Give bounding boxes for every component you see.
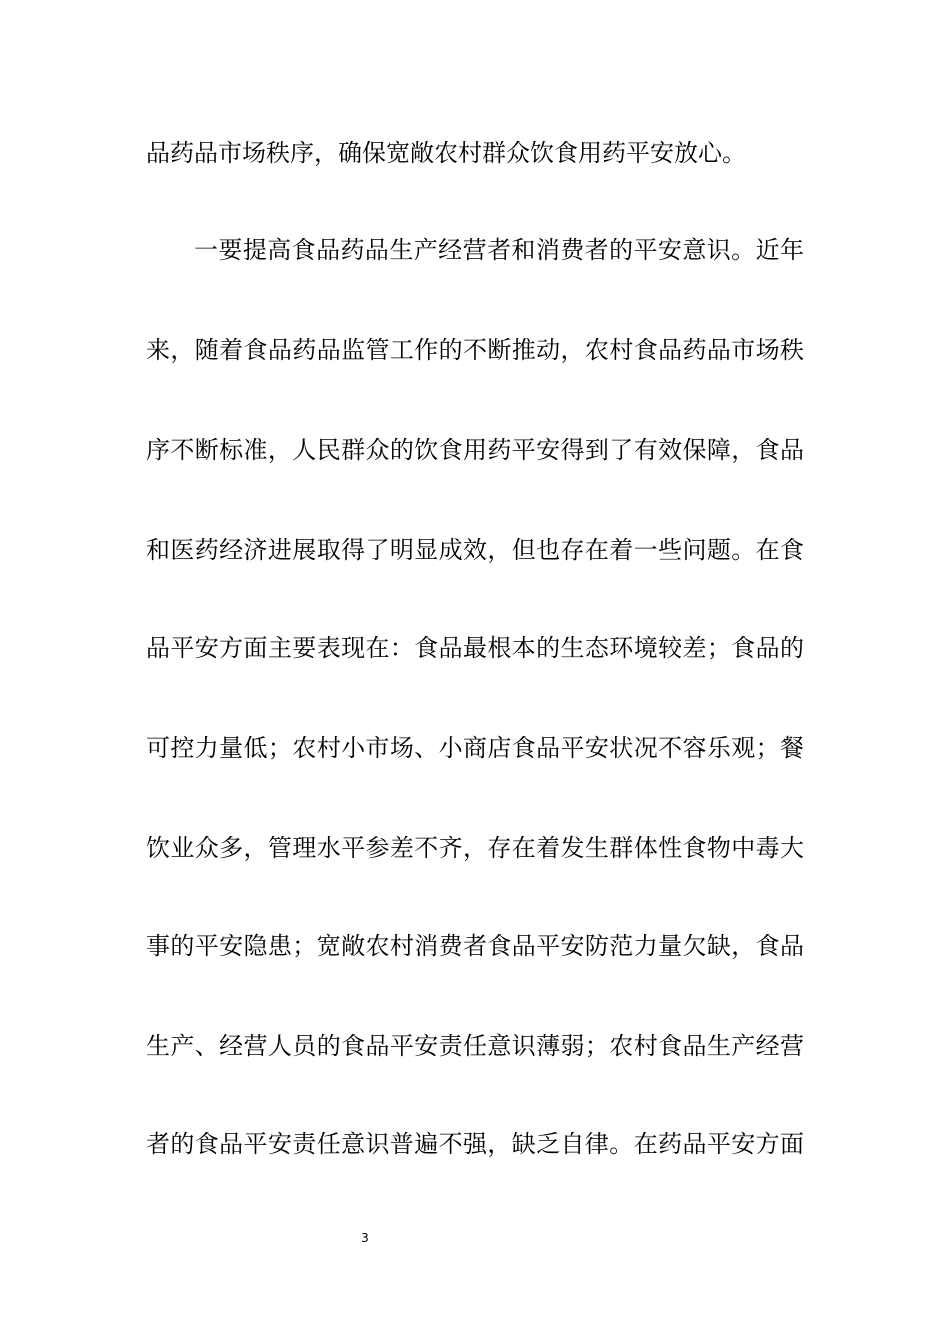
paragraph-line: 事的平安隐患；宽敞农村消费者食品平安防范力量欠缺，食品 — [146, 932, 804, 960]
paragraph-line: 生产、经营人员的食品平安责任意识薄弱；农村食品生产经营 — [146, 1032, 804, 1060]
paragraph-line: 序不断标准，人民群众的饮食用药平安得到了有效保障，食品 — [146, 436, 804, 464]
paragraph-line: 品平安方面主要表现在：食品最根本的生态环境较差；食品的 — [146, 634, 804, 662]
paragraph-line: 者的食品平安责任意识普遍不强，缺乏自律。在药品平安方面 — [146, 1130, 804, 1158]
paragraph-line: 饮业众多，管理水平参差不齐，存在着发生群体性食物中毒大 — [146, 834, 804, 862]
paragraph-line: 品药品市场秩序，确保宽敞农村群众饮食用药平安放心。 — [146, 139, 746, 167]
paragraph-line: 可控力量低；农村小市场、小商店食品平安状况不容乐观；餐 — [146, 734, 804, 762]
page-number: 3 — [361, 1231, 369, 1245]
paragraph-line: 来，随着食品药品监管工作的不断推动，农村食品药品市场秩 — [146, 336, 804, 364]
paragraph-line: 和医药经济进展取得了明显成效，但也存在着一些问题。在食 — [146, 536, 804, 564]
paragraph-line: 一要提高食品药品生产经营者和消费者的平安意识。近年 — [194, 236, 804, 264]
